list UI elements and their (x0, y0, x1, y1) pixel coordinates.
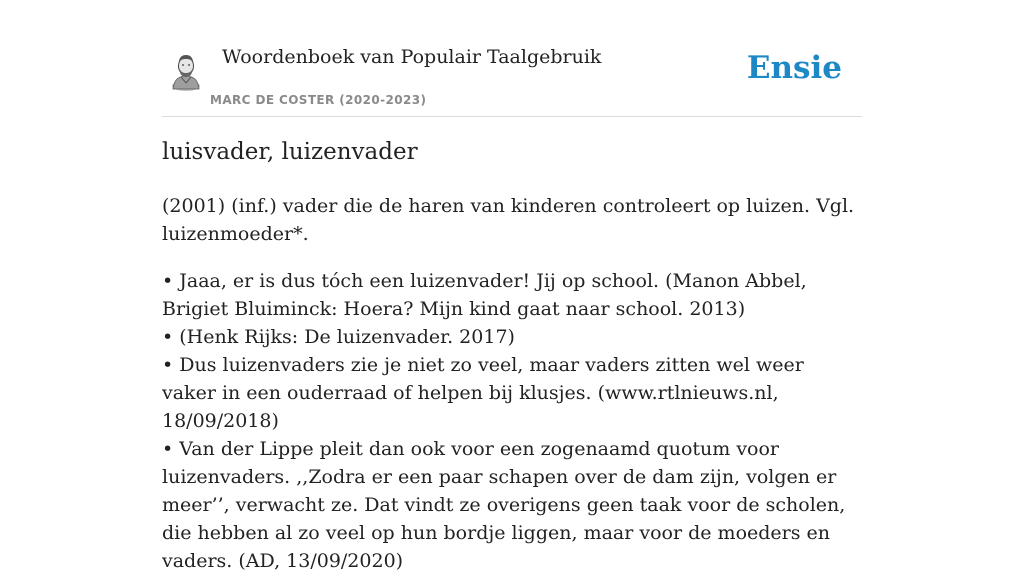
entry-headword: luisvader, luizenvader (162, 139, 418, 165)
quote-item: • Dus luizenvaders zie je niet zo veel, maar vaders zitten wel weer vaker in een ouderraad of helpen bij klusjes. (www.rtlnieuws.nl, 18/09/2018) (162, 354, 804, 432)
quote-item: • (Henk Rijks: De luizenvader. 2017) (162, 326, 515, 348)
page-container (162, 0, 862, 572)
brand-logo[interactable]: Ensie (746, 50, 842, 86)
author-portrait-icon (170, 52, 202, 90)
quote-list (162, 267, 862, 575)
dictionary-header (162, 0, 862, 117)
quote-item: • Van der Lippe pleit dan ook voor een zogenaamd quotum voor luizenvaders. ,,Zodra er een paar schapen over de dam zijn, volgen er meer’’, verwacht ze. Dat vindt ze overigens geen taak voor de scholen, die hebben al zo veel op hun bordje liggen, maar voor de moeders en vaders. (AD, 13/09/2020) (162, 438, 846, 572)
quote-item: • Jaaa, er is dus tóch een luizenvader! Jij op school. (Manon Abbel, Brigiet Bluiminck: Hoera? Mijn kind gaat naar school. 2013) (162, 270, 807, 320)
author-credit: MARC DE COSTER (2020-2023) (210, 93, 427, 107)
dictionary-title[interactable]: Woordenboek van Populair Taalgebruik (222, 46, 602, 68)
entry-definition: (2001) (inf.) vader die de haren van kinderen controleert op luizen. Vgl. luizenmoeder*. (162, 195, 855, 245)
